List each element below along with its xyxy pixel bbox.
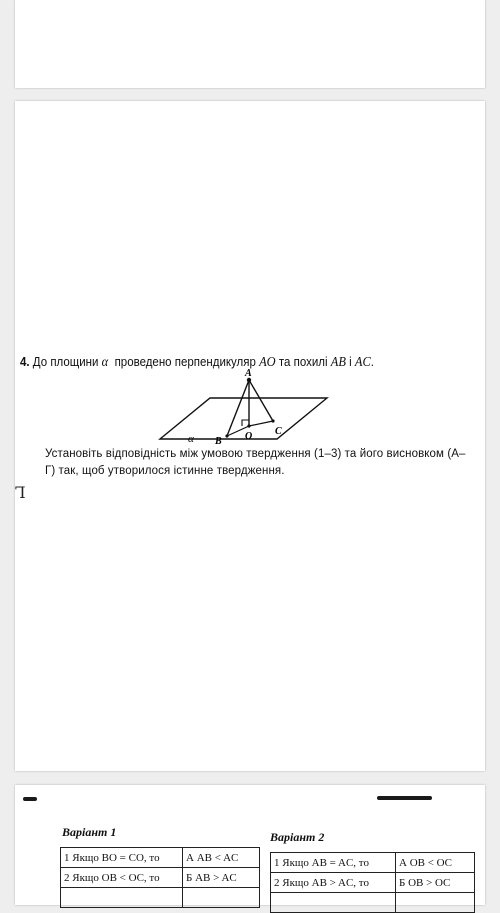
scan-mark: [23, 797, 37, 801]
table-row: [61, 868, 260, 888]
label-o: O: [245, 431, 253, 442]
condition-cell: 2 Якщо AB > AC, то: [271, 873, 396, 893]
segment-ab: AB: [330, 354, 346, 369]
label-a: A: [245, 368, 252, 379]
conclusion-cell: Б OB > OC: [396, 873, 475, 893]
plane-symbol: α: [101, 354, 109, 369]
condition-cell: 1 Якщо BO = CO, то: [61, 848, 183, 868]
problem-text: .: [370, 355, 374, 369]
problem-number: 4.: [20, 355, 30, 369]
point-o: [247, 424, 250, 427]
variant-2-table: [270, 852, 475, 913]
table-row: [61, 848, 260, 868]
label-c: C: [275, 426, 282, 437]
condition-cell: [61, 888, 183, 908]
table-row: [271, 893, 475, 913]
document-page-variants: [15, 785, 485, 905]
point-b: [225, 434, 228, 437]
variant-1-title: Варіант 1: [62, 825, 117, 839]
problem-text: та похилі: [278, 355, 328, 369]
document-page-task: [15, 101, 485, 771]
conclusion-cell: А OB < OC: [396, 853, 475, 873]
task-instruction: Установіть відповідність між умовою твердження (1–3) та його висновком (А–Г) так, щоб утворилося істинне твердження.: [45, 448, 466, 477]
geometry-diagram: [155, 366, 335, 446]
condition-cell: [271, 893, 396, 913]
condition-cell: 1 Якщо AB = AC, то: [271, 853, 396, 873]
segment-ao: AO: [259, 354, 276, 369]
table-row: [271, 853, 475, 873]
plane-alpha: [160, 398, 327, 439]
problem-text: До площини: [32, 355, 99, 369]
condition-cell: 2 Якщо OB < OC, то: [61, 868, 183, 888]
scan-mark: [377, 796, 432, 800]
conclusion-cell: А AB < AC: [183, 848, 260, 868]
conclusion-cell: [396, 893, 475, 913]
table-row: [61, 888, 260, 908]
problem-text: і: [349, 355, 352, 369]
variant-2-title: Варіант 2: [270, 830, 325, 844]
segment-ac: AC: [354, 354, 371, 369]
variant-1-table: [60, 847, 260, 908]
point-c: [271, 419, 274, 422]
conclusion-cell: [183, 888, 260, 908]
problem-text: проведено перпендикуляр: [114, 355, 256, 369]
conclusion-cell: Б AB > AC: [183, 868, 260, 888]
table-row: [271, 873, 475, 893]
margin-pen-mark: Ꞁ: [15, 483, 26, 502]
label-alpha: α: [188, 433, 194, 445]
label-b: B: [215, 436, 222, 446]
document-page-previous: [15, 0, 485, 88]
